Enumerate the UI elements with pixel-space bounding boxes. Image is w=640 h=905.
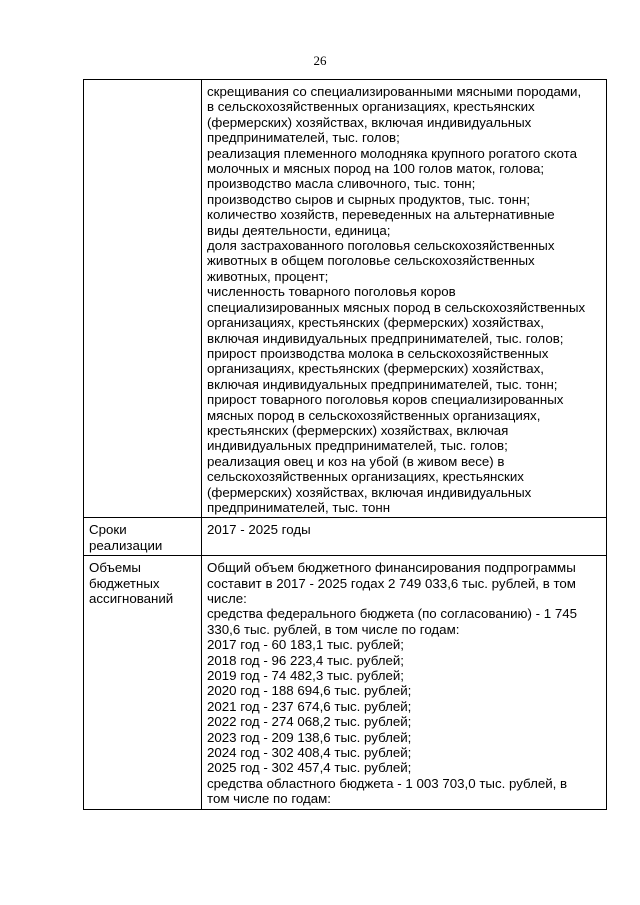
- indicator-line: предпринимателей, тыс. тонн: [207, 499, 391, 515]
- terms-row: [84, 518, 607, 556]
- indicator-line: в сельскохозяйственных организациях, крестьянских: [207, 99, 535, 115]
- funding-line: 330,6 тыс. рублей, в том числе по годам:: [207, 621, 460, 637]
- funding-line: 2019 год - 74 482,3 тыс. рублей;: [207, 668, 404, 684]
- funding-line: 2018 год - 96 223,4 тыс. рублей;: [207, 652, 404, 668]
- indicator-line: сельскохозяйственных организациях, крестьянских: [207, 469, 524, 485]
- funding-line: 2017 год - 60 183,1 тыс. рублей;: [207, 637, 404, 653]
- funding-line: 2022 год - 274 068,2 тыс. рублей;: [207, 714, 412, 730]
- funding-line: средства федерального бюджета (по согласованию) - 1 745: [207, 606, 578, 622]
- indicator-line: животных в общем поголовье сельскохозяйственных: [207, 253, 535, 269]
- indicator-line: реализация племенного молодняка крупного рогатого скота: [207, 145, 577, 161]
- passport-table: [83, 79, 607, 810]
- indicators-label-cell: [84, 80, 202, 518]
- terms-label-line: Сроки: [89, 522, 127, 538]
- indicator-line: предпринимателей, тыс. голов;: [207, 130, 400, 146]
- indicator-line: мясных пород в сельскохозяйственных организациях,: [207, 407, 541, 423]
- funding-line: том числе по годам:: [207, 791, 331, 807]
- indicators-row: [84, 80, 607, 518]
- terms-value-line: 2017 - 2025 годы: [207, 522, 311, 538]
- indicator-line: животных, процент;: [207, 268, 329, 284]
- indicator-line: (фермерских) хозяйствах, включая индивидуальных: [207, 484, 532, 500]
- page-number: 26: [313, 53, 327, 68]
- funding-line: 2024 год - 302 408,4 тыс. рублей;: [207, 745, 412, 761]
- indicator-line: численность товарного поголовья коров: [207, 284, 456, 300]
- terms-value-cell: [202, 518, 607, 556]
- indicator-line: доля застрахованного поголовья сельскохозяйственных: [207, 238, 555, 254]
- funding-line: Общий объем бюджетного финансирования подпрограммы: [207, 560, 576, 576]
- funding-line: средства областного бюджета - 1 003 703,0 тыс. рублей, в: [207, 775, 568, 791]
- indicator-line: включая индивидуальных предпринимателей, тыс. тонн;: [207, 376, 558, 392]
- funding-value-cell: [202, 556, 607, 810]
- indicator-line: производство сыров и сырных продуктов, тыс. тонн;: [207, 191, 531, 207]
- indicator-line: индивидуальных предпринимателей, тыс. голов;: [207, 438, 508, 454]
- indicator-line: молочных и мясных пород на 100 голов маток, голова;: [207, 161, 545, 177]
- indicator-line: (фермерских) хозяйствах, включая индивидуальных: [207, 114, 532, 130]
- funding-line: 2021 год - 237 674,6 тыс. рублей;: [207, 698, 412, 714]
- indicator-line: включая индивидуальных предпринимателей, тыс. голов;: [207, 330, 564, 346]
- funding-line: числе:: [207, 591, 247, 606]
- funding-label-line: Объемы: [89, 560, 141, 576]
- funding-line: 2025 год - 302 457,4 тыс. рублей;: [207, 760, 412, 776]
- funding-label-line: ассигнований: [89, 591, 174, 606]
- terms-label-cell: [84, 518, 202, 556]
- indicator-line: количество хозяйств, переведенных на альтернативные: [207, 207, 555, 223]
- funding-label-cell: [84, 556, 202, 810]
- funding-line: составит в 2017 - 2025 годах 2 749 033,6 тыс. рублей, в том: [207, 575, 576, 591]
- indicator-line: специализированных мясных пород в сельскохозяйственных: [207, 299, 586, 315]
- indicator-line: виды деятельности, единица;: [207, 222, 391, 238]
- indicators-value-cell: [202, 80, 607, 518]
- indicator-line: прирост производства молока в сельскохозяйственных: [207, 345, 549, 361]
- indicator-line: организациях, крестьянских (фермерских) хозяйствах,: [207, 361, 544, 377]
- indicator-line: скрещивания со специализированными мясными породами,: [207, 84, 582, 99]
- funding-label-line: бюджетных: [89, 575, 160, 591]
- indicator-line: прирост товарного поголовья коров специализированных: [207, 392, 564, 408]
- indicator-line: реализация овец и коз на убой (в живом весе) в: [207, 453, 505, 469]
- funding-line: 2020 год - 188 694,6 тыс. рублей;: [207, 683, 412, 699]
- indicator-line: организациях, крестьянских (фермерских) хозяйствах,: [207, 315, 544, 331]
- terms-label-line: реализации: [89, 537, 163, 553]
- indicator-line: крестьянских (фермерских) хозяйствах, включая: [207, 422, 509, 438]
- funding-line: 2023 год - 209 138,6 тыс. рублей;: [207, 729, 412, 745]
- indicator-line: производство масла сливочного, тыс. тонн;: [207, 176, 476, 192]
- funding-row: [84, 556, 607, 810]
